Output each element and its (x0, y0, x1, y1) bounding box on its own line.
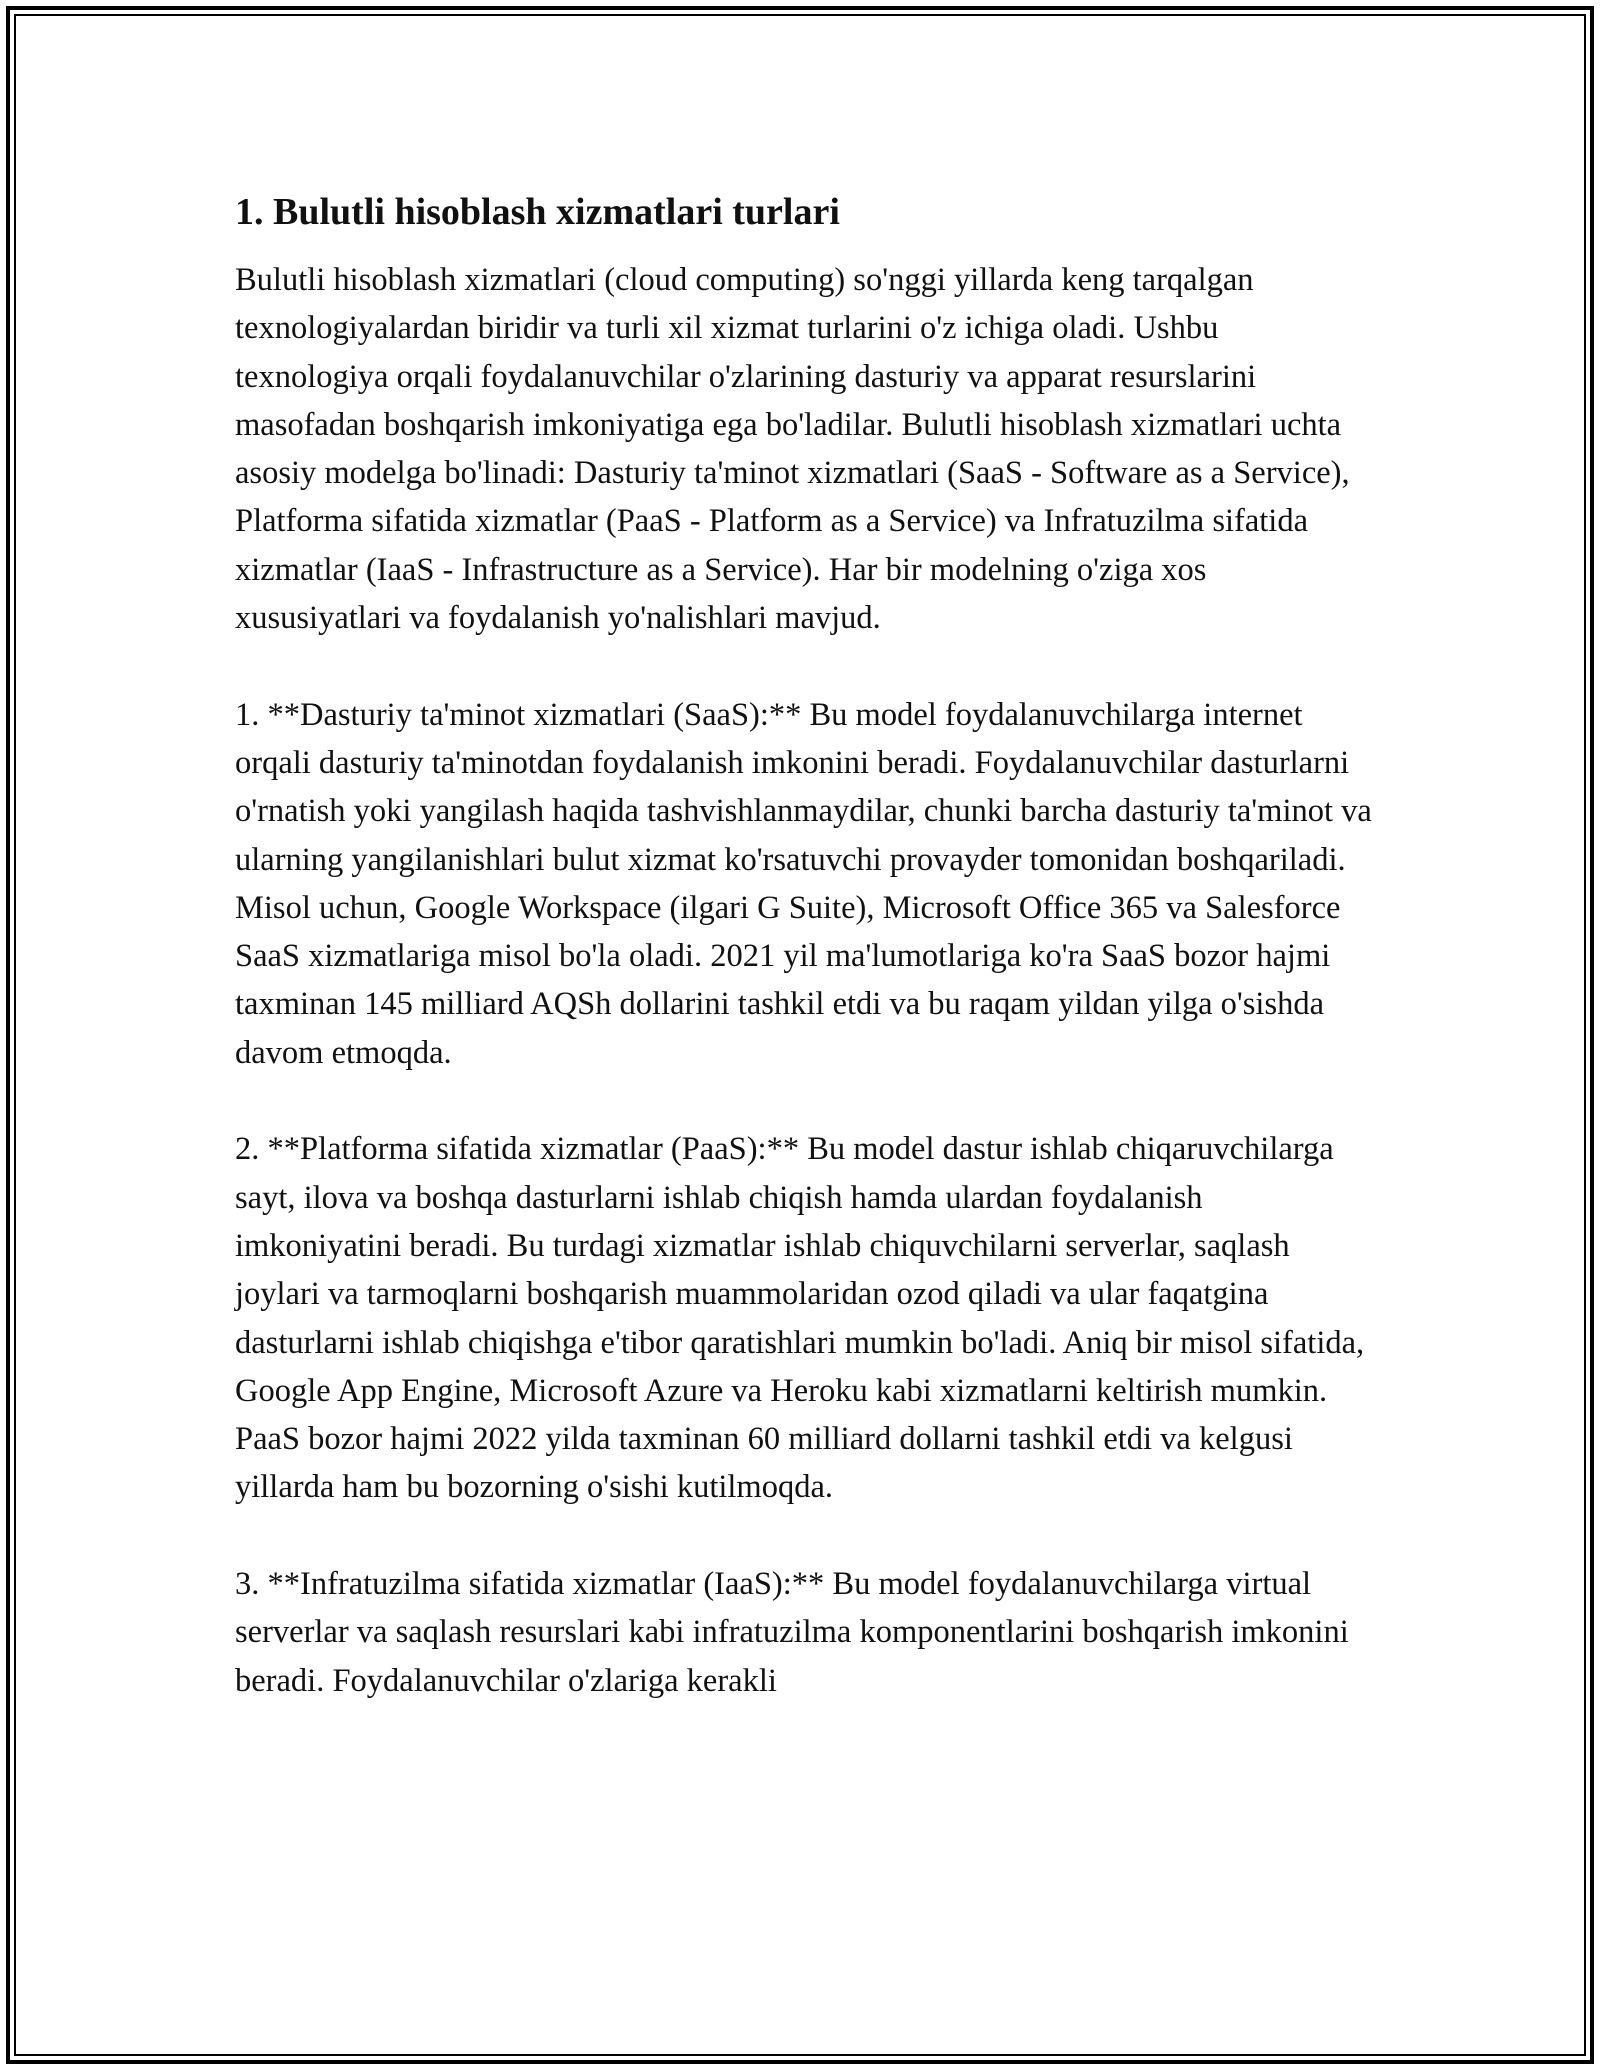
paas-paragraph: 2. **Platforma sifatida xizmatlar (PaaS):** Bu model dastur ishlab chiqaruvchilarga sayt, ilova va boshqa dasturlarni ishlab chiqish hamda ulardan foydalanish imkoniyatini beradi. Bu turdagi xizmatlar ishlab chiquvchilarni serverlar, saqlash joylari va tarmoqlarni boshqarish muammolaridan ozod qiladi va ular faqatgina dasturlarni ishlab chiqishga e'tibor qaratishlari mumkin bo'ladi. Aniq bir misol sifatida, Google App Engine, Microsoft Azure va Heroku kabi xizmatlarni keltirish mumkin. PaaS bozor hajmi 2022 yilda taxminan 60 milliard dollarni tashkil etdi va kelgusi yillarda ham bu bozorning o'sishi kutilmoqda. (235, 1131, 1365, 1506)
iaas-paragraph: 3. **Infratuzilma sifatida xizmatlar (IaaS):** Bu model foydalanuvchilarga virtual serverlar va saqlash resurslari kabi infratuzilma komponentlarini boshqarish imkonini beradi. Foydalanuvchilar o'zlariga kerakli (235, 1566, 1349, 1699)
intro-paragraph: Bulutli hisoblash xizmatlari (cloud computing) so'nggi yillarda keng tarqalgan texnologiyalardan biridir va turli xil xizmat turlarini o'z ichiga oladi. Ushbu texnologiya orqali foydalanuvchilar o'zlarining dasturiy va apparat resurslarini masofadan boshqarish imkoniyatiga ega bo'ladilar. Bulutli hisoblash xizmatlari uchta asosiy modelga bo'linadi: Dasturiy ta'minot xizmatlari (SaaS - Software as a Service), Platforma sifatida xizmatlar (PaaS - Platform as a Service) va Infratuzilma sifatida xizmatlar (IaaS - Infrastructure as a Service). Har bir modelning o'ziga xos xususiyatlari va foydalanish yo'nalishlari mavjud. (235, 262, 1350, 637)
section-heading: 1. Bulutli hisoblash xizmatlari turlari (235, 191, 840, 233)
document-body (235, 186, 1375, 1705)
saas-paragraph: 1. **Dasturiy ta'minot xizmatlari (SaaS):** Bu model foydalanuvchilarga internet orqali dasturiy ta'minotdan foydalanish imkonini beradi. Foydalanuvchilar dasturlarni o'rnatish yoki yangilash haqida tashvishlanmaydilar, chunki barcha dasturiy ta'minot va ularning yangilanishlari bulut xizmat ko'rsatuvchi provayder tomonidan boshqariladi. Misol uchun, Google Workspace (ilgari G Suite), Microsoft Office 365 va Salesforce SaaS xizmatlariga misol bo'la oladi. 2021 yil ma'lumotlariga ko'ra SaaS bozor hajmi taxminan 145 milliard AQSh dollarini tashkil etdi va bu raqam yildan yilga o'sishda davom etmoqda. (235, 696, 1372, 1071)
